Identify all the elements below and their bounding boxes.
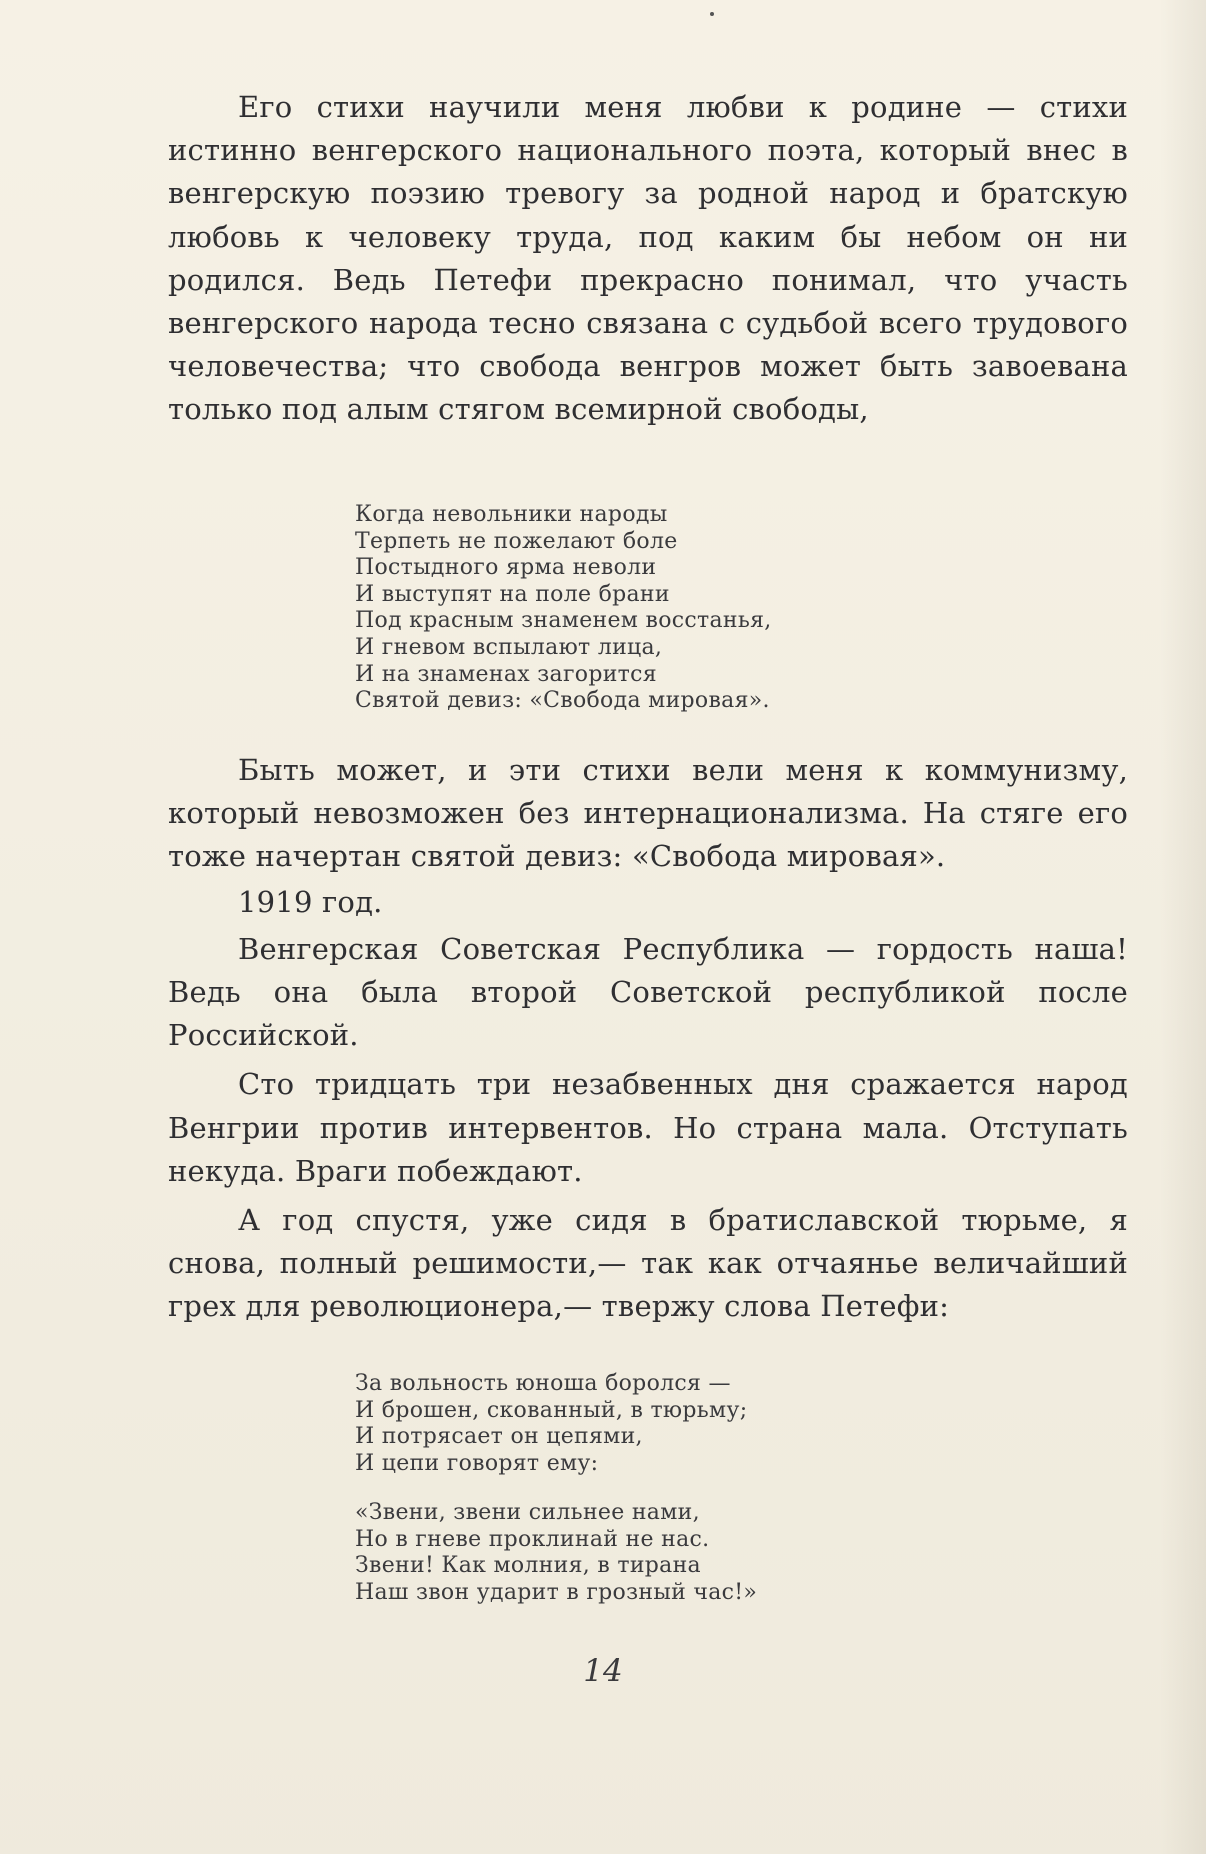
paragraph-2: Быть может, и эти стихи вели меня к коммунизму, который невозможен без интернационализма. На стяге его тоже начертан святой девиз: «Свобода мировая». [168,753,1128,874]
paragraph-1: Его стихи научили меня любви к родине — стихи истинно венгерского национального поэта, который внес в венгерскую поэзию тревогу за родной народ и братскую любовь к человеку труда, под каким бы небом он ни родился. Ведь Петефи прекрасно понимал, что участь венгерского народа тесно связана с судьбой всего трудового человечества; что свобода венгров может быть завоевана только под алым стягом всемирной свободы, [168,90,1128,427]
poem-2-stanza-2 [355,1500,757,1606]
print-speck [710,12,714,16]
poem-1-line: И на знаменах загорится [355,661,657,687]
poem-2-line: Но в гневе проклинай не нас. [355,1526,710,1552]
poem-1-line: Святой девиз: «Свобода мировая». [355,688,770,714]
poem-2-line: «Звени, звени сильнее нами, [355,1500,700,1525]
main-text-block [168,749,1128,1329]
paragraph-3: 1919 год. [238,884,383,919]
poem-1-line: И гневом вспылают лица, [355,634,663,660]
poem-2-line: Наш звон ударит в грозный час!» [355,1579,758,1605]
poem-1-line: Под красным знаменем восстанья, [355,608,772,634]
page-number: 14 [583,1653,623,1689]
paragraph-6: А год спустя, уже сидя в братиславской тюрьме, я снова, полный решимости,— так как отчаянье величайший грех для революционера,— твержу слова Петефи: [168,1203,1128,1324]
poem-1-line: Терпеть не пожелают боле [355,528,678,554]
paragraph-5: Сто тридцать три незабвенных дня сражается народ Венгрии против интервентов. Но страна мала. Отступать некуда. Враги побеждают. [168,1067,1128,1188]
poem-2-line: И потрясает он цепями, [355,1424,643,1450]
poem-1-line: Постыдного ярма неволи [355,555,657,581]
poem-1-line: И выступят на поле брани [355,581,670,607]
poem-2-line: Звени! Как молния, в тирана [355,1553,701,1579]
paragraph-4: Венгерская Советская Республика — гордость наша! Ведь она была второй Советской республикой после Российской. [168,931,1128,1053]
poem-1 [355,502,772,715]
poem-2-line: За вольность юноша боролся — [355,1371,731,1396]
poem-1-line: Когда невольники народы [355,502,668,527]
poem-2-stanza-1 [355,1371,747,1477]
poem-2-line: И брошен, скованный, в тюрьму; [355,1397,748,1423]
paragraph-1-block [168,86,1128,432]
poem-2-line: И цепи говорят ему: [355,1450,599,1476]
